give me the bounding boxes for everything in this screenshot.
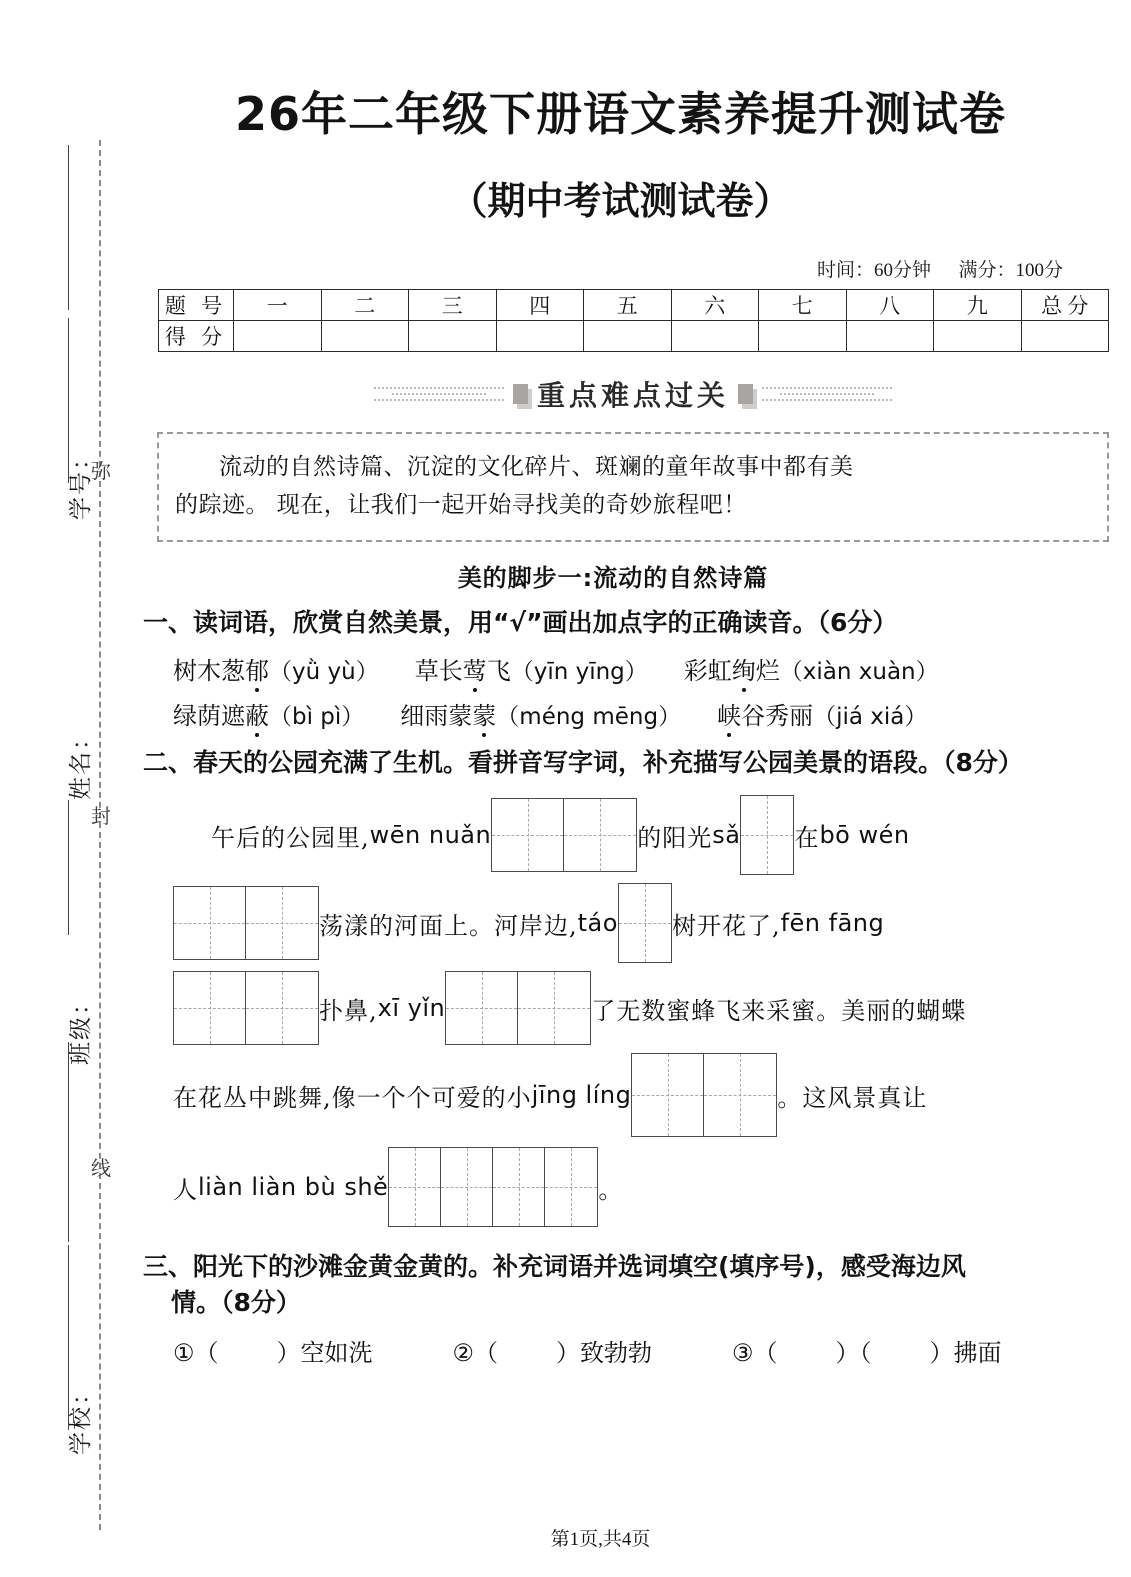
question-3-head [135, 1249, 1131, 1321]
q1-row-1 [135, 651, 1131, 686]
question-3-head-line-2: 情。（8分） [171, 1288, 301, 1317]
score-cell-3[interactable] [409, 321, 497, 352]
banner-dashes-right-icon [762, 387, 892, 401]
score-col-9: 九 [934, 290, 1022, 321]
score-cell-6[interactable] [671, 321, 759, 352]
q1-item-2-pinyin: （yīn yīng） [510, 659, 648, 685]
q2-l4-pinyin-1: jīng líng [531, 1081, 632, 1109]
q1-row-2 [135, 696, 1131, 731]
section-banner [135, 374, 1131, 414]
q2-l1-pinyin-3: bō wén [819, 821, 910, 849]
time-label: 时间：60分钟 [816, 260, 931, 281]
q1-item-5-pre: 细雨蒙 [400, 702, 473, 730]
score-cell-7[interactable] [759, 321, 847, 352]
q1-item-3[interactable] [684, 651, 939, 686]
score-table-header-score: 得 分 [159, 321, 234, 352]
score-col-6: 六 [671, 290, 759, 321]
score-col-4: 四 [496, 290, 584, 321]
q2-l2-answer-grid-1[interactable] [173, 886, 319, 960]
q1-item-6[interactable] [717, 696, 927, 731]
score-cell-4[interactable] [496, 321, 584, 352]
margin-label-school: 学校： [67, 1380, 93, 1455]
q1-item-5-dotted-char: 蒙 [472, 702, 497, 730]
q1-item-4-pinyin: （bì pì） [269, 704, 365, 730]
q1-item-3-pre: 彩虹 [683, 657, 732, 685]
banner-title: 重点难点过关 [536, 379, 729, 412]
q1-item-2-dotted-char: 莺 [462, 657, 487, 685]
score-col-total: 总 分 [1021, 290, 1109, 321]
q1-item-4[interactable] [173, 696, 364, 731]
q1-item-1-pinyin: （yǜ yù） [269, 659, 379, 685]
q1-item-6-post: 谷秀丽 [741, 702, 814, 730]
q1-item-2[interactable] [415, 651, 648, 686]
q3-item-1-text: ）空如洗 [276, 1339, 373, 1367]
intro-box [157, 432, 1109, 542]
q1-item-6-dotted-char: 峡 [717, 702, 742, 730]
q2-l3-answer-grid-1[interactable] [173, 971, 319, 1045]
q2-l1-answer-grid-1[interactable] [491, 798, 637, 872]
margin-label-name: 姓名： [67, 725, 93, 800]
q2-line-1 [135, 795, 1131, 875]
page-footer: 第1页,共4页 [550, 1529, 651, 1550]
q1-item-2-post: 飞 [486, 657, 511, 685]
q2-l2-text-1: 荡漾的河面上。河岸边, [319, 911, 578, 940]
margin-rule-1 [68, 145, 69, 310]
step-subtitle: 美的脚步一:流动的自然诗篇 [457, 564, 769, 592]
q2-l1-pinyin-1: wēn nuǎn [369, 821, 492, 849]
q1-item-4-dotted-char: 蔽 [245, 702, 269, 730]
score-col-7: 七 [759, 290, 847, 321]
q3-item-2-text: ）致勃勃 [556, 1339, 653, 1367]
table-row-scores [159, 321, 1109, 352]
q3-item-3-text: ）拂面 [929, 1339, 1002, 1367]
q3-item-3-num: ③ [732, 1339, 754, 1367]
banner-block-right-icon [738, 384, 753, 404]
score-col-8: 八 [846, 290, 934, 321]
q2-l1-text-1: 午后的公园里, [211, 823, 370, 852]
question-3-head-line-1: 三、阳光下的沙滩金黄金黄的。补充词语并选词填空(填序号)，感受海边风 [143, 1252, 966, 1281]
score-cell-8[interactable] [846, 321, 934, 352]
score-col-3: 三 [409, 290, 497, 321]
q2-l2-answer-grid-2[interactable] [618, 883, 672, 963]
score-col-1: 一 [234, 290, 322, 321]
q3-item-2[interactable]: ②（ ）致勃勃 [452, 1339, 653, 1367]
seal-char-3: 线 [91, 1158, 111, 1180]
banner-block-left-icon [513, 384, 528, 404]
q2-l3-answer-grid-2[interactable] [445, 971, 591, 1045]
q3-item-1-num: ① [173, 1339, 195, 1367]
q1-item-6-pinyin: （jiá xiá） [813, 704, 928, 730]
score-table-header-qno: 题 号 [159, 290, 234, 321]
q1-item-3-dotted-char: 绚 [731, 657, 756, 685]
q2-l4-text-2: 。这风景真让 [777, 1083, 928, 1112]
score-col-2: 二 [321, 290, 409, 321]
exam-meta [135, 255, 1131, 282]
q2-line-4 [135, 1053, 1131, 1137]
q2-line-5 [135, 1147, 1131, 1227]
q1-item-2-pre: 草长 [414, 657, 463, 685]
total-score-label: 满分：100分 [958, 260, 1063, 281]
q3-item-2-num: ② [452, 1339, 475, 1367]
page-subtitle: （期中考试测试卷） [449, 179, 792, 223]
intro-line-1: 流动的自然诗篇、沉淀的文化碎片、斑斓的童年故事中都有美 [219, 454, 854, 480]
q2-l5-text-1: 人 [173, 1175, 198, 1204]
score-cell-9[interactable] [934, 321, 1022, 352]
question-1-head: 一、读词语，欣赏自然美景，用“√”画出加点字的正确读音。（6分） [143, 608, 898, 637]
q3-items-row [135, 1333, 1131, 1368]
margin-label-class: 班级： [67, 990, 93, 1065]
score-cell-5[interactable] [584, 321, 672, 352]
margin-rule-2 [68, 318, 69, 483]
q2-line-3 [135, 971, 1131, 1045]
seal-dashed-line [99, 140, 101, 1530]
q1-item-3-pinyin: （xiàn xuàn） [779, 659, 939, 685]
q1-item-5[interactable] [400, 696, 681, 731]
score-cell-1[interactable] [234, 321, 322, 352]
q1-item-3-post: 烂 [755, 657, 780, 685]
score-cell-2[interactable] [321, 321, 409, 352]
q1-item-4-pre: 绿荫遮 [173, 702, 245, 730]
score-table [158, 289, 1109, 352]
q2-l5-pinyin-1: liàn liàn bù shě [198, 1173, 389, 1201]
q2-l3-text-1: 扑鼻, [319, 996, 378, 1025]
banner-dashes-left-icon [374, 387, 504, 401]
q2-l3-pinyin-1: xī yǐn [377, 994, 446, 1022]
seal-char-1: 弥 [91, 461, 111, 483]
q2-l1-text-3: 在 [794, 823, 820, 852]
margin-rule-4 [68, 1042, 69, 1242]
seal-margin-strip [0, 0, 135, 1577]
q2-line-2 [135, 883, 1131, 963]
q1-item-1[interactable] [173, 651, 379, 686]
q3-item-1[interactable]: ①（ ）空如洗 [173, 1339, 373, 1367]
q2-l5-answer-grid-1[interactable] [388, 1147, 598, 1227]
q2-l4-answer-grid-1[interactable] [631, 1053, 777, 1137]
intro-line-2: 的踪迹。 现在，让我们一起开始寻找美的奇妙旅程吧！ [175, 492, 747, 518]
q2-l5-text-2: 。 [598, 1175, 624, 1204]
q2-l1-text-2: 的阳光 [637, 823, 713, 852]
margin-label-student-id: 学号： [67, 445, 93, 520]
q1-item-1-dotted-char: 郁 [245, 657, 269, 685]
paper-body [135, 0, 1131, 1577]
q2-l2-text-2: 树开花了, [671, 911, 781, 940]
q2-l3-text-2: 了无数蜜蜂飞来采蜜。美丽的蝴蝶 [591, 996, 967, 1025]
q2-l4-text-1: 在花丛中跳舞,像一个个可爱的小 [173, 1083, 532, 1112]
score-table-wrapper [135, 289, 1131, 352]
question-2-head: 二、春天的公园充满了生机。看拼音写字词，补充描写公园美景的语段。（8分） [143, 748, 1023, 777]
q2-l2-pinyin-1: táo [577, 909, 618, 937]
q2-l1-answer-grid-2[interactable] [740, 795, 794, 875]
score-col-5: 五 [584, 290, 672, 321]
margin-rule-5 [68, 1245, 69, 1430]
score-cell-total[interactable] [1021, 321, 1109, 352]
q2-l1-pinyin-2: sǎ [712, 821, 741, 849]
table-row-question-numbers [159, 290, 1109, 321]
seal-char-2: 封 [91, 806, 111, 828]
page-title: 26年二年级下册语文素养提升测试卷 [234, 87, 1006, 141]
q3-item-3[interactable]: ③（ ）（ ）拂面 [732, 1339, 1002, 1367]
margin-rule-3 [68, 800, 69, 935]
q1-item-5-pinyin: （méng mēng） [496, 704, 682, 730]
q1-item-1-pre: 树木葱 [173, 657, 245, 685]
q2-l2-pinyin-2: fēn fāng [780, 909, 885, 937]
